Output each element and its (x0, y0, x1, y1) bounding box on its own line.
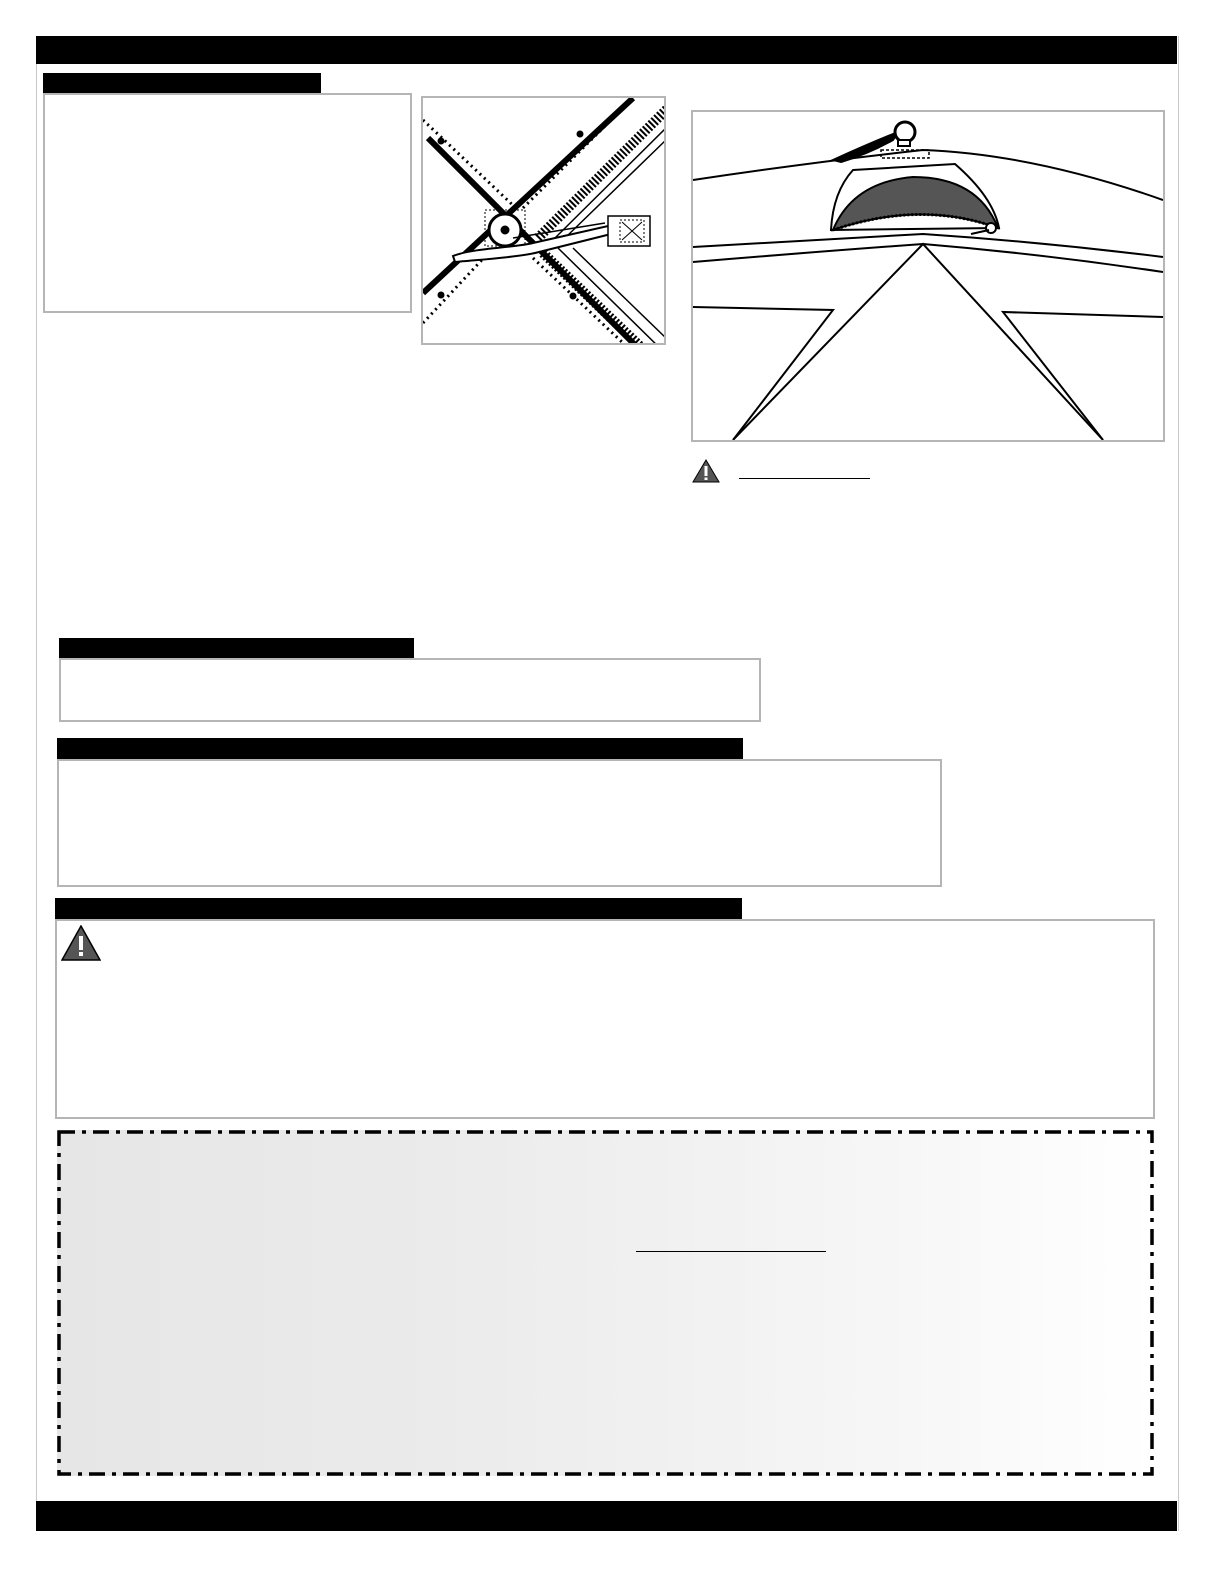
section-1-heading-bar (43, 73, 321, 93)
footer-bar (36, 1501, 1177, 1531)
warning-label-underline (739, 478, 870, 479)
zipper-vent-figure (691, 110, 1165, 442)
section-3-box (57, 759, 942, 887)
warning-icon (692, 459, 720, 483)
section-2-heading-bar (59, 638, 414, 659)
section-2-box (59, 658, 761, 722)
section-3-heading-bar (57, 738, 743, 759)
warning-triangle-icon (61, 925, 101, 961)
notice-panel (57, 1130, 1154, 1476)
notice-underline (636, 1251, 826, 1252)
section-4-box (55, 919, 1155, 1119)
section-4-heading-bar (55, 898, 742, 919)
header-bar (36, 36, 1177, 64)
canopy-top-view-figure (421, 96, 666, 345)
section-1-box (43, 93, 412, 313)
